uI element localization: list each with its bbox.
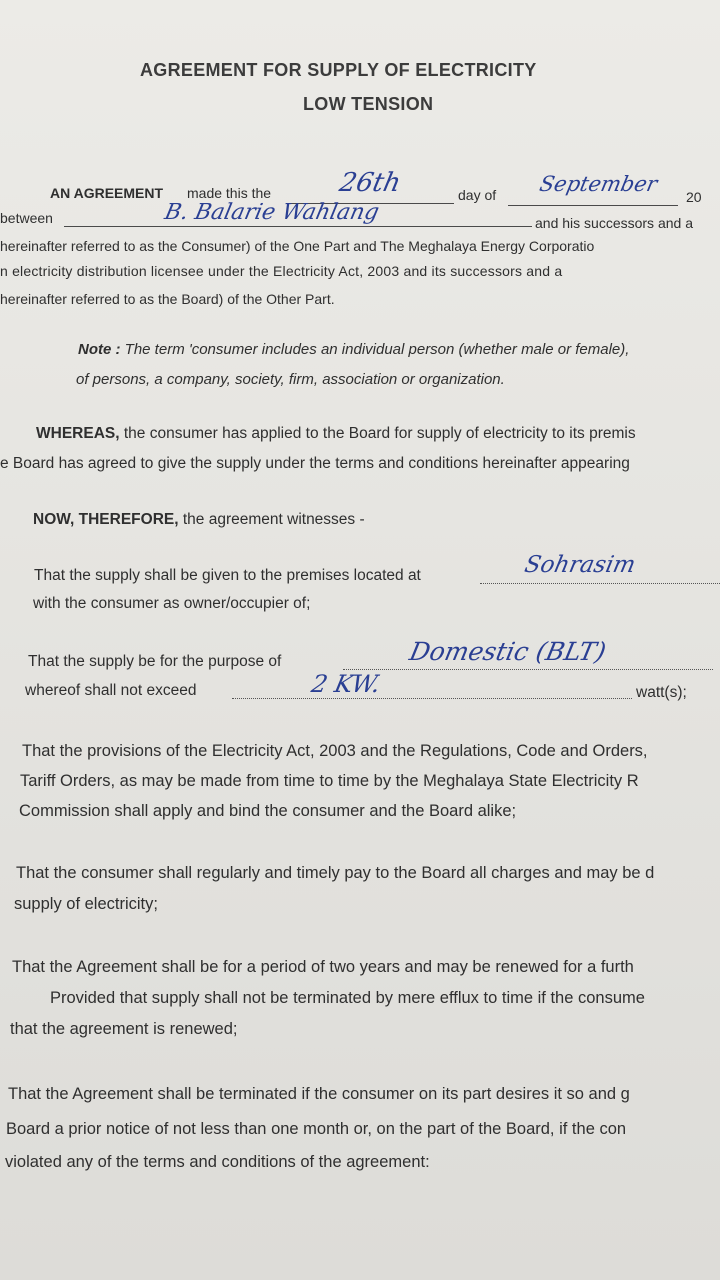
note-text: The term 'consumer includes an individual person (whether male or female), xyxy=(124,341,630,358)
agreement-intro: AN AGREEMENT xyxy=(50,185,164,201)
handwritten-location: Sohrasim xyxy=(522,552,638,578)
payment-line-2: supply of electricity; xyxy=(14,895,158,913)
load-blank xyxy=(232,698,632,699)
note-label: Note : xyxy=(78,341,121,358)
now-therefore-label: NOW, THEREFORE, xyxy=(33,511,179,528)
termination-line-3: violated any of the terms and conditions of the agreement: xyxy=(5,1153,430,1171)
board-party-line: hereinafter referred to as the Board) of the Other Part. xyxy=(0,291,335,307)
note-line-2: of persons, a company, society, firm, association or organization. xyxy=(76,371,505,388)
note-line-1 xyxy=(78,341,629,358)
owner-occupier-text: with the consumer as owner/occupier of; xyxy=(33,595,311,612)
provisions-line-3: Commission shall apply and bind the consumer and the Board alike; xyxy=(19,802,517,820)
licensee-line: n electricity distribution licensee under the Electricity Act, 2003 and its successors and a xyxy=(0,263,563,279)
watt-text: watt(s); xyxy=(636,684,687,701)
payment-line-1: That the consumer shall regularly and timely pay to the Board all charges and may be d xyxy=(16,864,655,882)
year-label: 20 xyxy=(686,189,702,205)
handwritten-load: 2 KW. xyxy=(309,670,384,698)
consumer-name-blank xyxy=(64,226,532,227)
day-of-label: day of xyxy=(458,187,497,203)
purpose-blank xyxy=(343,669,713,670)
handwritten-day: 26th xyxy=(336,168,404,198)
month-blank xyxy=(508,205,678,206)
premises-text: That the supply shall be given to the premises located at xyxy=(34,567,421,584)
purpose-text: That the supply be for the purpose of xyxy=(28,653,282,670)
termination-line-1: That the Agreement shall be terminated if the consumer on its part desires it so and g xyxy=(8,1085,630,1103)
now-therefore-line xyxy=(33,511,365,529)
exceed-text: whereof shall not exceed xyxy=(25,682,197,699)
period-line-3: that the agreement is renewed; xyxy=(10,1020,238,1038)
provisions-line-1: That the provisions of the Electricity Act, 2003 and the Regulations, Code and Orders, xyxy=(22,742,648,760)
whereas-text: the consumer has applied to the Board for supply of electricity to its premis xyxy=(123,425,636,442)
termination-line-2: Board a prior notice of not less than one month or, on the part of the Board, if the con xyxy=(6,1120,627,1138)
document-subtitle: LOW TENSION xyxy=(303,94,434,114)
period-line-2: Provided that supply shall not be terminated by mere efflux to time if the consume xyxy=(50,989,645,1007)
successors-text: and his successors and a xyxy=(535,215,693,231)
document-title: AGREEMENT FOR SUPPLY OF ELECTRICITY xyxy=(140,60,537,80)
whereas-line-2: e Board has agreed to give the supply under the terms and conditions hereinafter appearing xyxy=(0,455,630,472)
period-line-1: That the Agreement shall be for a period of two years and may be renewed for a furth xyxy=(12,958,634,976)
premises-blank xyxy=(480,583,720,584)
provisions-line-2: Tariff Orders, as may be made from time to time by the Meghalaya State Electricity R xyxy=(20,772,639,790)
whereas-line-1 xyxy=(36,425,636,443)
now-therefore-text: the agreement witnesses - xyxy=(182,511,365,528)
between-label: between xyxy=(0,210,53,226)
consumer-party-line: hereinafter referred to as the Consumer) of the One Part and The Meghalaya Energy Corporatio xyxy=(0,238,595,254)
handwritten-consumer-name: B. Balarie Wahlang xyxy=(162,200,382,225)
made-this-label: made this the xyxy=(187,185,272,201)
whereas-label: WHEREAS, xyxy=(36,425,120,442)
handwritten-purpose: Domestic (BLT) xyxy=(406,637,609,666)
handwritten-month: September xyxy=(537,172,660,196)
